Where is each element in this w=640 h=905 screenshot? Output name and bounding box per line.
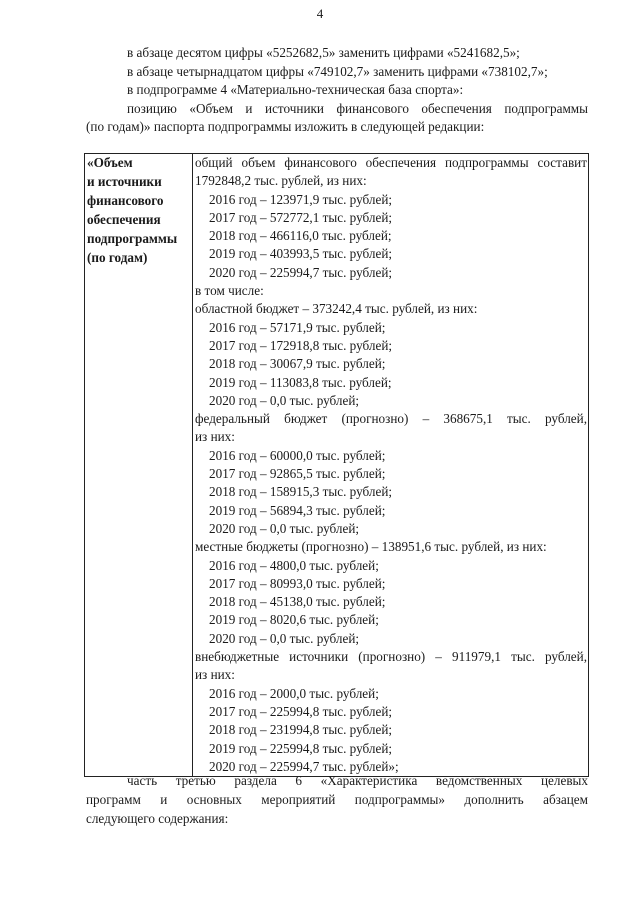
year-amount-line: 2017 год – 572772,1 тыс. рублей; (209, 209, 393, 225)
year-amount-line: 2018 год – 45138,0 тыс. рублей; (209, 594, 386, 610)
year-amount-line: 2018 год – 231994,8 тыс. рублей; (209, 722, 393, 738)
year-amount-line: 2018 год – 30067,9 тыс. рублей; (209, 356, 386, 372)
page-number: 4 (316, 6, 324, 21)
outro-line: следующего содержания: (86, 811, 229, 826)
year-amount-line: 2020 год – 225994,7 тыс. рублей»; (209, 758, 399, 774)
year-amount-line: 2020 год – 0,0 тыс. рублей; (209, 392, 360, 408)
year-amount-line: 2018 год – 466116,0 тыс. рублей; (209, 228, 392, 244)
year-amount-line: 2019 год – 8020,6 тыс. рублей; (209, 612, 379, 628)
year-amount-line: 2017 год – 225994,8 тыс. рублей; (209, 703, 393, 719)
outro-text (86, 771, 588, 828)
label-line: подпрограммы (87, 230, 178, 246)
year-amount-line: 2019 год – 56894,3 тыс. рублей; (209, 502, 386, 518)
year-amount-line: 2017 год – 80993,0 тыс. рублей; (209, 575, 386, 591)
outro-line: часть третью раздела 6 «Характеристика ведомственных целевых (127, 773, 588, 788)
intro-line: в абзаце десятом цифры «5252682,5» заменить цифрами «5241682,5»; (127, 45, 520, 60)
year-amount-line: 2017 год – 92865,5 тыс. рублей; (209, 466, 386, 482)
content-line: в том числе: (195, 283, 264, 299)
year-amount-line: 2018 год – 158915,3 тыс. рублей; (209, 484, 393, 500)
content-line: местные бюджеты (прогнозно) – 138951,6 тыс. рублей, из них: (195, 539, 547, 555)
label-line: финансового (87, 192, 164, 208)
intro-line: в подпрограмме 4 «Материально-техническая база спорта»: (127, 82, 464, 98)
content-line: общий объем финансового обеспечения подпрограммы составит (195, 155, 587, 170)
year-amount-line: 2016 год – 57171,9 тыс. рублей; (209, 319, 386, 335)
intro-line: в абзаце четырнадцатом цифры «749102,7» заменить цифрами «738102,7»; (127, 63, 548, 79)
year-amount-line: 2016 год – 2000,0 тыс. рублей; (209, 685, 379, 701)
year-amount-line: 2019 год – 225994,8 тыс. рублей; (209, 740, 393, 756)
label-line: «Объем (87, 155, 133, 170)
year-amount-line: 2019 год – 403993,5 тыс. рублей; (209, 246, 393, 262)
financing-table (84, 153, 589, 777)
content-line: из них: (195, 429, 235, 445)
year-amount-line: 2020 год – 0,0 тыс. рублей; (209, 520, 360, 536)
year-amount-line: 2019 год – 113083,8 тыс. рублей; (209, 374, 392, 390)
table-label-cell (85, 154, 193, 777)
year-amount-line: 2020 год – 225994,7 тыс. рублей; (209, 264, 393, 280)
intro-line: позицию «Объем и источники финансового обеспечения подпрограммы (127, 100, 588, 116)
intro-line: (по годам)» паспорта подпрограммы изложить в следующей редакции: (86, 119, 485, 135)
content-line: областной бюджет – 373242,4 тыс. рублей, из них: (195, 301, 478, 317)
outro-line: программ и основных мероприятий подпрограммы» дополнить абзацем (86, 792, 588, 807)
content-line: 1792848,2 тыс. рублей, из них: (195, 173, 367, 189)
year-amount-line: 2017 год – 172918,8 тыс. рублей; (209, 337, 393, 353)
year-amount-line: 2016 год – 123971,9 тыс. рублей; (209, 191, 393, 207)
content-line: внебюджетные источники (прогнозно) – 911979,1 тыс. рублей, (195, 649, 587, 665)
year-amount-line: 2016 год – 4800,0 тыс. рублей; (209, 557, 379, 573)
content-line: федеральный бюджет (прогнозно) – 368675,1 тыс. рублей, (195, 411, 587, 427)
label-line: и источники (87, 173, 162, 189)
year-amount-line: 2016 год – 60000,0 тыс. рублей; (209, 447, 386, 463)
year-amount-line: 2020 год – 0,0 тыс. рублей; (209, 630, 360, 646)
table-content-cell (193, 154, 589, 777)
table-row (85, 154, 589, 777)
content-line: из них: (195, 667, 235, 683)
label-line: (по годам) (87, 249, 148, 265)
intro-text (86, 44, 588, 137)
label-line: обеспечения (87, 211, 161, 227)
